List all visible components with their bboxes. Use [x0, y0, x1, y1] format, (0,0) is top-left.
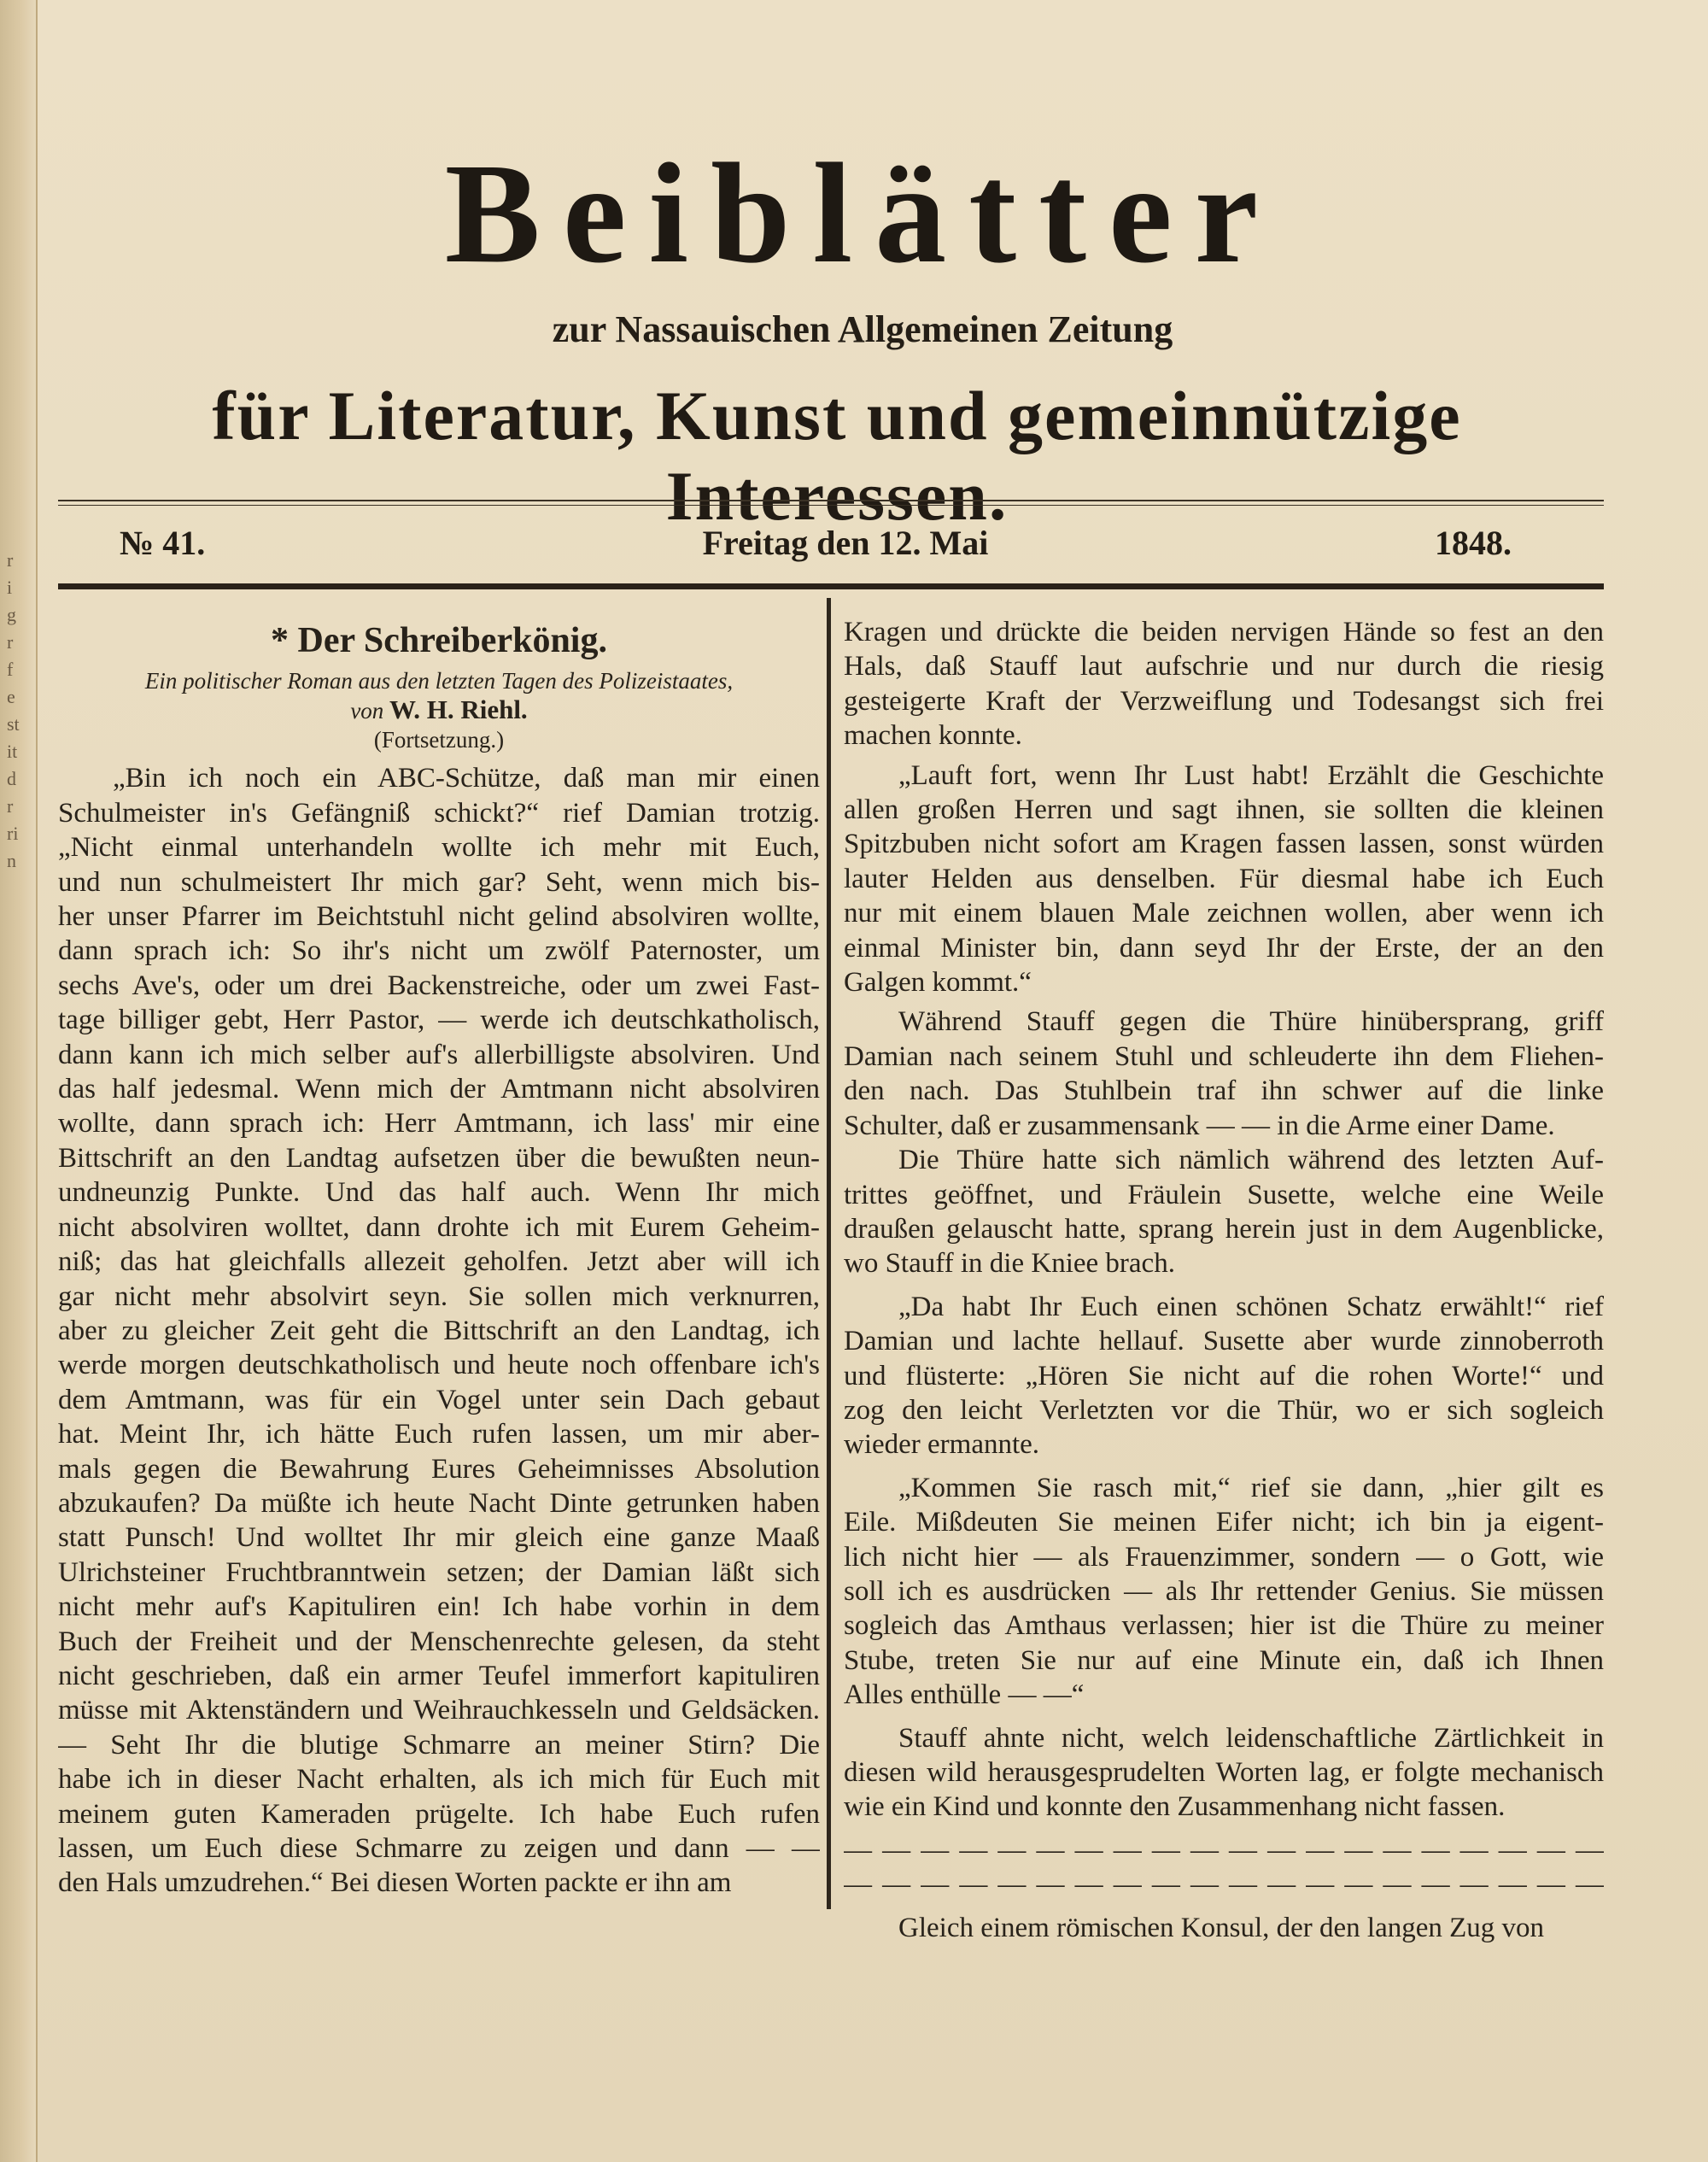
paragraph: [844, 1471, 1604, 1713]
header-rule-bottom: [58, 583, 1604, 589]
text-line: tage billiger gebt, Herr Pastor, — werde ich deutschkatholisch,: [58, 1005, 820, 1036]
text-line: wie ein Kind und konnte den Zusammenhang nicht fassen.: [844, 1791, 1506, 1823]
text-line: niß; das hat gleichfalls allezeit geholfen. Jetzt aber will ich: [58, 1246, 820, 1278]
text-line: gar nicht mehr absolvirt seyn. Sie sollen mich verknurren,: [58, 1280, 820, 1312]
issue-date: Freitag den 12. Mai: [702, 524, 989, 562]
text-line: „Da habt Ihr Euch einen schönen Schatz erwählt!“ rief: [898, 1291, 1604, 1322]
text-line: aber zu gleicher Zeit geht die Bittschrift an den Landtag, ich: [58, 1315, 820, 1346]
text-line: mals gegen die Bewahrung Eures Geheimnisses Absolution: [58, 1453, 820, 1485]
header-rule-top: [58, 500, 1604, 501]
text-line: Bittschrift an den Landtag aufsetzen über die bewußten neun-: [58, 1142, 820, 1174]
text-line: Gleich einem römischen Konsul, der den langen Zug von: [898, 1912, 1545, 1943]
text-line: einmal Minister bin, dann seyd Ihr der Erste, der an den: [844, 932, 1604, 964]
text-line: den Hals umzudrehen.“ Bei diesen Worten packte er ihn am: [58, 1867, 732, 1899]
paragraph: [844, 1721, 1604, 1825]
text-line: Damian und lachte hellauf. Susette aber wurde zinnoberroth: [844, 1326, 1604, 1357]
paragraph: [844, 1911, 1604, 1945]
text-line: „Kommen Sie rasch mit,“ rief sie dann, „hier gilt es: [898, 1472, 1604, 1503]
left-column-text: [58, 761, 820, 1900]
paragraph: [844, 1290, 1604, 1462]
article-subtitle: Ein politischer Roman aus den letzten Tagen des Polizeistaates,: [144, 668, 734, 694]
text-line: nicht geschrieben, daß ein armer Teufel immerfort kapituliren: [58, 1660, 820, 1691]
paragraph: [844, 759, 1604, 1000]
text-line: statt Punsch! Und wolltet Ihr mir gleich eine ganze Maaß: [58, 1522, 820, 1554]
issue-year: 1848.: [1435, 524, 1512, 562]
dash-separator: — — — — — — — — — — — — — — — — — — — —: [844, 1834, 1604, 1866]
text-line: das half jedesmal. Wenn mich der Amtmann nicht absolviren: [58, 1074, 820, 1105]
text-line: abzukaufen? Da müßte ich heute Nacht Dinte getrunken haben: [58, 1487, 820, 1519]
text-line: nur mit einem blauen Male zeichnen wollen, aber wenn ich: [844, 898, 1604, 929]
text-line: Stauff ahnte nicht, welch leidenschaftliche Zärtlichkeit in: [898, 1722, 1604, 1754]
text-line: Buch der Freiheit und der Menschenrechte gelesen, da steht: [58, 1626, 820, 1657]
text-line: diesen wild herausgesprudelten Worten lag, er folgte mechanisch: [844, 1757, 1604, 1788]
text-line: zog den leicht Verletzten vor die Thür, wo er sich sogleich: [844, 1394, 1604, 1426]
text-line: her unser Pfarrer im Beichtstuhl nicht gelind absolviren wollte,: [58, 901, 820, 933]
text-line: draußen gelauscht hatte, sprang herein just in dem Augenblicke,: [844, 1213, 1604, 1245]
text-line: undneunzig Punkte. Und das half auch. Wenn Ihr mich: [58, 1177, 820, 1209]
text-line: Ulrichsteiner Fruchtbranntwein setzen; der Damian läßt sich: [58, 1556, 820, 1588]
text-line: Hals, daß Stauff laut aufschrie und nur durch die riesig: [844, 651, 1604, 683]
text-line: lassen, um Euch diese Schmarre zu zeigen und dann — —: [58, 1833, 820, 1864]
margin-bleed-text: r i g r f e st it d r ri n: [7, 549, 20, 871]
text-line: „Bin ich noch ein ABC-Schütze, daß man mir einen: [113, 763, 820, 794]
text-line: Damian nach seinem Stuhl und schleuderte ihn dem Fliehen-: [844, 1040, 1604, 1072]
text-line: Galgen kommt.“: [844, 967, 1032, 999]
text-line: wo Stauff in die Kniee brach.: [844, 1248, 1175, 1280]
issue-number: № 41.: [120, 524, 206, 562]
binding-spine: [0, 0, 38, 2162]
paragraph: [844, 1005, 1604, 1143]
article-author-line: [58, 695, 820, 725]
text-line: Während Stauff gegen die Thüre hinübersprang, griff: [898, 1006, 1604, 1038]
text-line: Die Thüre hatte sich nämlich während des letzten Auf-: [898, 1145, 1604, 1176]
text-line: lauter Helden aus denselben. Für diesmal habe ich Euch: [844, 863, 1604, 894]
text-line: machen konnte.: [844, 720, 1022, 752]
text-line: trittes geöffnet, und Fräulein Susette, welche eine Weile: [844, 1179, 1604, 1210]
masthead-title: Beiblätter: [444, 134, 1281, 293]
paragraph: [844, 615, 1604, 753]
masthead-subtitle-topics: für Literatur, Kunst und gemeinnützige Interessen.: [212, 377, 1462, 535]
text-line: habe ich in dieser Nacht erhalten, als ich mich für Euch mit: [58, 1764, 820, 1796]
text-line: dann kann ich mich selber auf's allerbilligste absolviren. Und: [58, 1039, 820, 1070]
text-line: den nach. Das Stuhlbein traf ihn schwer auf die linke: [844, 1075, 1604, 1107]
text-line: allen großen Herren und sagt ihnen, sie sollten die kleinen: [844, 794, 1604, 826]
text-line: müsse mit Aktenständern und Weihrauchkesseln und Geldsäcken.: [58, 1695, 820, 1726]
text-line: „Nicht einmal unterhandeln wollte ich mehr mit Euch,: [58, 832, 820, 864]
text-line: nicht absolviren wolltet, dann drohte ich mit Eurem Geheim-: [58, 1211, 820, 1243]
text-line: „Lauft fort, wenn Ihr Lust habt! Erzählt die Geschichte: [898, 759, 1604, 791]
text-line: Kragen und drückte die beiden nervigen Hände so fest an den: [844, 617, 1604, 647]
text-line: meinem guten Kameraden prügelte. Ich habe Euch rufen: [58, 1798, 820, 1830]
text-line: sogleich das Amthaus verlassen; hier ist die Thüre zu meiner: [844, 1610, 1604, 1642]
dash-separator: — — — — — — — — — — — — — — — — — — — —: [844, 1869, 1604, 1901]
text-line: lich nicht hier — als Frauenzimmer, sondern — o Gott, wie: [844, 1541, 1604, 1573]
text-line: Alles enthülle — —“: [844, 1679, 1085, 1711]
column-divider: [827, 598, 831, 1909]
text-line: Stube, treten Sie nur auf eine Minute ein, daß ich Ihnen: [844, 1644, 1604, 1676]
text-line: gesteigerte Kraft der Verzweiflung und Todesangst sich frei: [844, 685, 1604, 717]
text-line: Schulmeister in's Gefängniß schickt?“ rief Damian trotzig.: [58, 797, 820, 829]
article-author: W. H. Riehl.: [389, 694, 528, 725]
article-continuation: (Fortsetzung.): [373, 727, 505, 753]
text-line: wollte, dann sprach ich: Herr Amtmann, ich lass' mir eine: [58, 1108, 820, 1140]
left-column: [58, 615, 820, 1901]
masthead-subtitle: zur Nassauischen Allgemeinen Zeitung: [552, 308, 1173, 350]
text-line: und flüsterte: „Hören Sie nicht auf die rohen Worte!“ und: [844, 1360, 1604, 1392]
text-line: Spitzbuben nicht sofort am Kragen fassen lassen, sonst würden: [844, 829, 1604, 860]
text-line: soll ich es ausdrücken — als Ihr rettender Genius. Sie müssen: [844, 1575, 1604, 1607]
text-line: und nun schulmeistert Ihr mich gar? Seht, wenn mich bis-: [58, 866, 820, 898]
text-line: — Seht Ihr die blutige Schmarre an meiner Stirn? Die: [58, 1729, 820, 1761]
header-rule-top-inner: [58, 505, 1604, 506]
text-line: wieder ermannte.: [844, 1429, 1040, 1461]
text-line: Schulter, daß er zusammensank — — in die Arme einer Dame.: [844, 1110, 1555, 1141]
text-line: hat. Meint Ihr, ich hätte Euch rufen lassen, um mir aber-: [58, 1419, 820, 1450]
author-prefix: von: [350, 698, 384, 724]
text-line: dem Amtmann, was für ein Vogel unter sein Dach gebaut: [58, 1384, 820, 1415]
text-line: dann sprach ich: So ihr's nicht um zwölf Paternoster, um: [58, 935, 820, 967]
text-line: Eile. Mißdeuten Sie meinen Eifer nicht; ich bin ja eigent-: [844, 1507, 1604, 1538]
article-title: * Der Schreiberkönig.: [271, 621, 607, 660]
text-line: nicht mehr auf's Kapituliren ein! Ich habe vorhin in dem: [58, 1591, 820, 1623]
text-line: werde morgen deutschkatholisch und heute noch offenbare ich's: [58, 1350, 820, 1381]
paragraph: [844, 1143, 1604, 1281]
right-column: [844, 615, 1604, 1945]
text-line: sechs Ave's, oder um drei Backenstreiche, oder um zwei Fast-: [58, 970, 820, 1001]
